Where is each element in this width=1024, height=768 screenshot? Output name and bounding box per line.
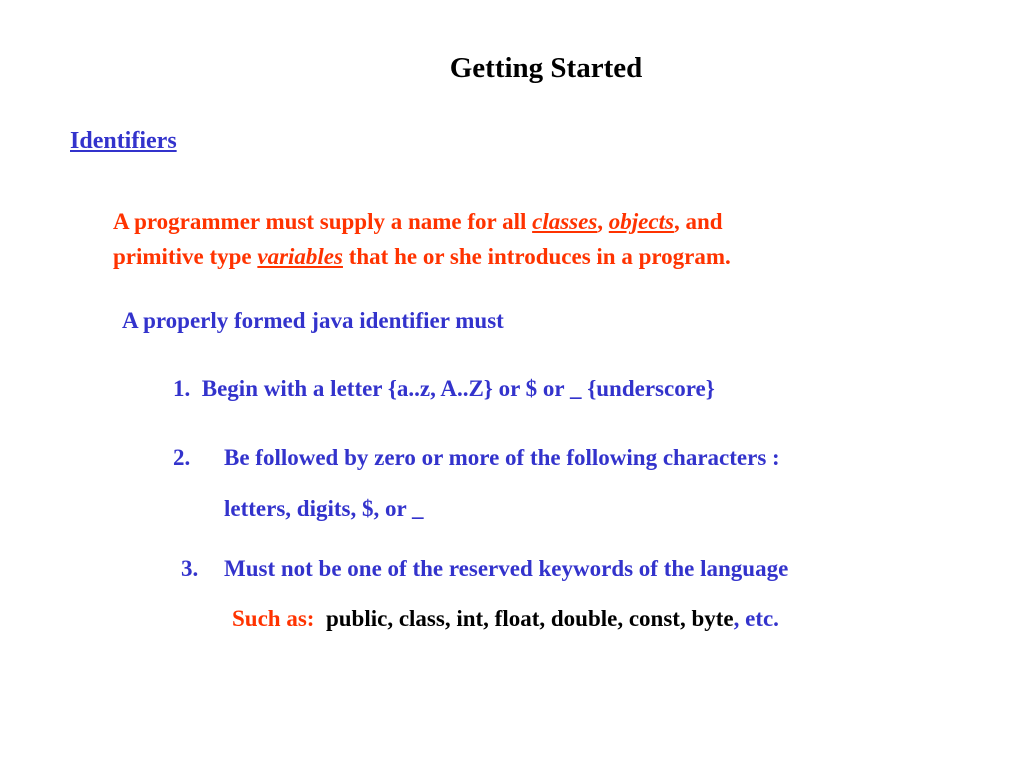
term-classes: classes (532, 209, 598, 234)
such-as-label: Such as: (232, 606, 315, 631)
rule-1-text: Begin with a letter {a..z, A..Z} or $ or _ {underscore} (201, 376, 715, 401)
such-as-line (232, 606, 779, 632)
keyword-comma: , (733, 606, 740, 631)
keyword-examples: public, class, int, float, double, const, byte (325, 606, 734, 631)
intro-text-2: , and (673, 209, 723, 234)
intro-paragraph (113, 204, 731, 274)
rule-2-number: 2. (173, 445, 191, 470)
rule-3-number: 3. (181, 556, 199, 581)
keyword-etc: etc. (739, 606, 779, 631)
rule-3-text: Must not be one of the reserved keywords of the language (224, 556, 789, 581)
intro-sep-1: , (597, 209, 609, 234)
intro-text-4: that he or she introduces in a program. (342, 244, 731, 269)
slide-title: Getting Started (449, 52, 643, 84)
intro-text-1: A programmer must supply a name for all (113, 209, 533, 234)
intro-text-3: primitive type (113, 244, 258, 269)
rule-2-continuation: letters, digits, $, or _ (224, 496, 424, 521)
section-heading-identifiers: Identifiers (70, 128, 177, 154)
term-variables: variables (257, 244, 343, 269)
formed-identifier-line: A properly formed java identifier must (122, 308, 504, 333)
rule-2-text: Be followed by zero or more of the following characters : (224, 445, 780, 470)
rule-1-number: 1. (173, 376, 191, 401)
term-objects: objects (608, 209, 674, 234)
rule-1 (173, 376, 715, 402)
